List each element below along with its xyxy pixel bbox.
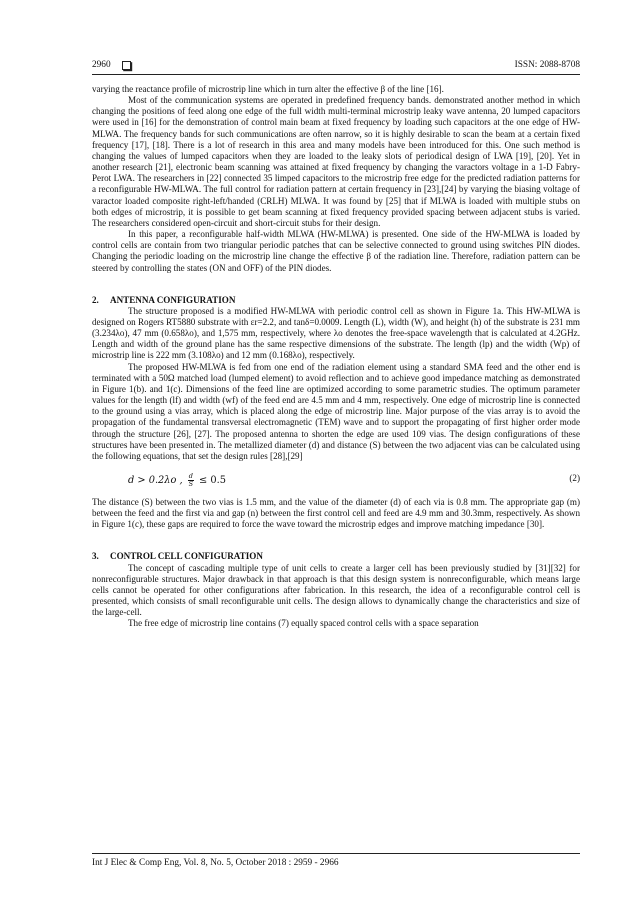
fraction-denominator: S [188,480,194,488]
section-heading-3 [92,551,580,562]
intro-paragraph-0: varying the reactance profile of microstrip line which in turn alter the effective β of the line [16]. [92,84,444,94]
intro-paragraph-2: In this paper, a reconfigurable half-width MLWA (HW-MLWA) is presented. One side of the HW-MLWA is loaded by control cells are contain from two triangular periodic patches that can be selective connected to ground using switches PIN diodes. Changing the periodic loading on the microstrip line change the effective β of the radiation line. Therefore, radiation pattern can be steered by controlling the states (ON and OFF) of the PIN diodes. [92,229,580,273]
section2-paragraph-1: The structure proposed is a modified HW-MLWA with periodic control cell as shown in Figure 1a. This HW-MLWA is designed on Rogers RT5880 substrate with εr=2.2, and tanδ=0.0009. Length (L), width (W), and height (h) of the substrate is 231 mm (3.234λo), 47 mm (0.658λo), and 1,575 mm, respectively, where λo denotes the free-space wavelength that is calculated at 4.2GHz. Length and width of the ground plane has the same respective dimensions of the substrate. The length (lp) and the width (Wp) of microstrip line is 222 mm (3.108λo) and 12 mm (0.168λo), respectively. [92,305,580,361]
equation-2 [92,471,580,488]
equation-expression [128,473,226,488]
page-header [92,58,580,75]
intro-paragraph-1: Most of the communication systems are operated in predefined frequency bands. demonstrated another method in which changing the positions of feed along one edge of the full width multi-terminal microstrip leaky wave antenna, 20 lumped capacitors were used in [16] for the demonstration of control main beam at fixed frequency by loading such capacitors at the one edge of HW-MLWA. The frequency bands for such communications are often narrow, so it is highly desirable to scan the beam at a certain fixed frequency [17], [18]. There is a lot of research in this area and many models have been introduced for this. One such method is changing the values of lumped capacitors when they are loaded to the leaky slots of periodical design of LWA [19], [20]. Yet in another research [21], electronic beam scanning was attained at fixed frequency by changing the varactors voltage in a 1-D Fabry-Perot LWA. The researchers in [22] connected 35 limped capacitors to the microstrip free edge for the predicted radiation patterns for a reconfigurable HW-MLWA. The full control for radiation pattern at certain frequency in [23],[24] by varying the biasing voltage of varactor loaded composite right-left/handed (CRLH) MLWA. It was found by [25] that if MLWA is loaded with multiple stubs on both edges of microstrip, it is possible to get beam scanning at fixed frequency provided spacing between adjacent stubs is varied. The researchers considered open-circuit and short-circuit stubs for their design. [92,95,580,228]
fraction-numerator: d [188,472,193,480]
equation-fraction [188,473,194,488]
section2-paragraph-2: The proposed HW-MLWA is fed from one end of the radiation element using a standard SMA feed and the other end is terminated with a 50Ω matched load (lumped element) to avoid reflection and to achieve good impedance matching as demonstrated in Figure 1(b). and 1(c). Dimensions of the feed line are optimized according to some parametric studies. The optimum parameter values for the length (lf) and width (wf) of the feed end are 4.5 mm and 4 mm, respectively. One edge of microstrip line is connected to the ground using a vias array, which is placed along the edge of microstrip line. Major purpose of the vias array is to avoid the propagation of the fundamental transversal electromagnetic (TEM) wave and to support the propagating of first higher order mode through the structure [26], [27]. The proposed antenna to shorten the edge are used 109 vias. The design configurations of these structures have been presented in. The metallized diameter (d) and distance (S) between the two adjacent vias can be calculated using the following equations, that set the design rules [28],[29] [92,361,580,461]
footer-citation: Int J Elec & Comp Eng, Vol. 8, No. 5, October 2018 : 2959 - 2966 [92,858,339,868]
section3-paragraph-2: The free edge of microstrip line contains (7) equally spaced control cells with a space separation [128,618,479,629]
equation-right: ≤ 0.5 [199,475,226,486]
section-title: ANTENNA CONFIGURATION [110,294,236,305]
section-number: 3. [92,551,99,562]
equation-number: (2) [569,473,580,483]
journal-issn: ISSN: 2088-8708 [514,60,580,70]
page-footer [92,853,580,868]
section2-paragraph-3: The distance (S) between the two vias is 1.5 mm, and the value of the diameter (d) of each via is 0.8 mm. The appropriate gap (m) between the feed and the first via and gap (n) between the first control cell and feed are 4.9 mm and 30.3mm, respectively. As shown in Figure 1(c), these gaps are required to force the wave toward the microstrip edges and improve matching impedance [30]. [92,497,580,530]
square-bullet-icon [122,61,131,70]
section3-paragraph-1: The concept of cascading multiple type of unit cells to create a larger cell has been previously studied by [31][32] for nonreconfigurable structures. Major drawback in that approach is that this design system is nonreconfigurable, which means large cells cannot be operated for other configurations after fabrication. In this research, the idea of a reconfigurable control cell is presented, which consists of small reconfigurable unit cells. The design allows to dynamically change the characteristics and size of the large-cell. [92,562,580,618]
page-number: 2960 [92,60,111,70]
section-title: CONTROL CELL CONFIGURATION [110,551,263,562]
section-heading-2 [92,295,580,306]
equation-left: d > 0.2λo , [128,475,183,486]
page-body [92,84,580,630]
section-number: 2. [92,294,99,305]
